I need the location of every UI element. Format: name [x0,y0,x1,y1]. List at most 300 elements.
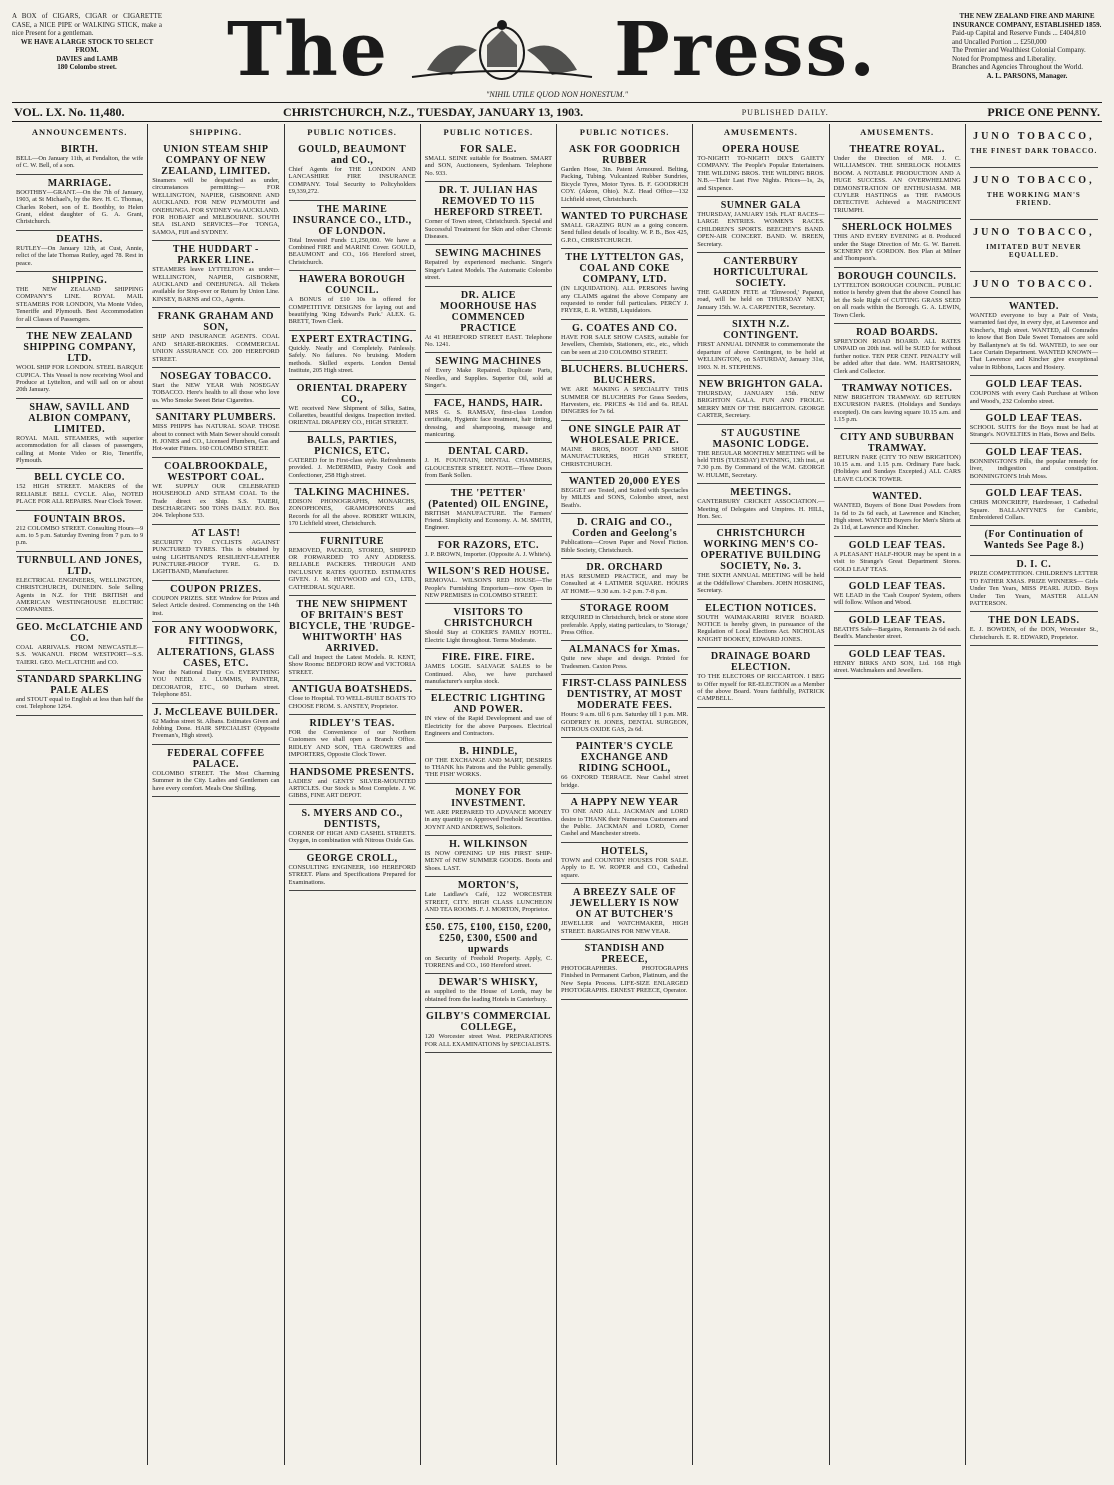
advertisement-body: A BONUS of £10 10s is offered for COMPETITIVE DESIGNS for laying out and beautifying 'King Edward's Park.' ALEX. G. BRETT, Town Clerk. [288,296,416,326]
dateline [12,102,1102,122]
price: PRICE ONE PENNY. [987,104,1100,119]
advertisement-title: THE LYTTELTON GAS, COAL AND COKE COMPANY, LTD. [565,252,684,286]
advertisement-body: Should Stay at COKER'S FAMILY HOTEL. Electric Light throughout. Terms Moderate. [424,629,552,644]
advertisement-title: HOTELS, [601,845,649,857]
advertisement-title: SUMNER GALA [720,200,801,212]
advertisement-title: VISITORS TO CHRISTCHURCH [443,607,533,630]
column-heading: PUBLIC NOTICES. [579,127,670,137]
advertisement [561,514,688,559]
advertisement-body: Start the NEW YEAR With NOSEGAY TOBACCO. Here's health to all those who love us. Who Smoke Sweet Briar Cigarettes. [152,381,280,404]
advertisement-title: OPERA HOUSE [722,144,800,155]
advertisement-body: RUTLEY—On January 12th, at Cust, Annie, relict of the late Thomas Rutley, aged 78. Rest in peace. [16,244,144,267]
advertisement [561,843,688,884]
advertisement-title: FIRST-CLASS PAINLESS DENTISTRY, AT MOST MODERATE FEES. [562,678,687,712]
advertisement-body: Under the Direction of MR. J. C. WILLIAMSON. THE SHERLOCK HOLMES BOOM. A NOTABLE PRODUCTION AND A HUGE SUCCESS. AN OVERWHELMING DEMONSTRATION OF ENTHUSIASM. MR CUYLER HASTINGS as THE FAMOUS DETECTIVE Achieved a MAGNIFICENT TRIUMPH. [833,155,961,214]
advertisement-title: JUNO TOBACCO, [973,175,1095,186]
advertisement [289,715,416,764]
advertisement-body: Quite new shape and design. Printed for Tradesmen. Caxton Press. [561,655,689,670]
right-ear-advert [952,12,1102,80]
advertisement [561,141,688,208]
advertisement-body: TO-NIGHT! TO-NIGHT! DIX'S GAIETY COMPANY. The People's Popular Entertainers. THE WILDING BROS. THE WILDING BROS. N.B.—Their Last Five Nights. Prices—1s, 2s, and Sixpence. [697,155,825,192]
advertisement-body: HAS RESUMED PRACTICE, and may be Consulted at 4 LATIMER SQUARE. HOURS AT HOME— 9.30 a.m. 1-2 p.m. 7-8 p.m. [561,572,689,595]
advertisement [834,578,961,612]
advertisement [425,245,552,286]
advertisement-body: WE LEAD in the 'Cash Coupon' System, others will follow. Wilson and Wood. [833,592,961,607]
advertisement-title: GOLD LEAF TEAS. [985,488,1083,500]
advertisement-body: ELECTRICAL ENGINEERS, WELLINGTON, CHRISTCHURCH, DUNEDIN. Sole Selling Agents in N.Z. for THE BRITISH and AMERICAN WESTINGHOUSE ELECTRIC COMPANIES. [16,576,144,614]
advertisement [834,219,961,268]
advertisement-body: Near the National Dairy Co. EVERYTHING YOU NEED. J. LUMMIS, PAINTER, DECORATOR, ETC., 60 Durham street. Telephone 851. [152,669,280,699]
advertisement [425,287,552,354]
column-5 [557,124,693,1465]
column-heading: AMUSEMENTS. [723,127,798,137]
advertisement [425,1008,552,1053]
advertisement-body: SPREYDON ROAD BOARD. ALL RATES UNPAID on 20th inst. will be SUED for without further notice. TEN PER CENT. PENALTY will be added after that date. WM. HARTSHORN, Clerk and Collector. [833,337,961,375]
advertisement-body: on Security of Freehold Property. Apply, C. TORRENS and CO., 160 Hereford street. [424,954,552,969]
advertisement-body: 212 COLOMBO STREET. Consulting Hours—9 a.m. to 5 p.m. Saturday Evening from 7 p.m. to 9 p.m. [16,524,144,547]
advertisement-body: WE received New Shipment of Silks, Satins, Collarettes, beautiful designs. Inspection invited. ORIENTAL DRAPERY CO., HIGH STREET. [288,404,416,427]
advertisement [561,421,688,473]
advertisement-body: NEW BRIGHTON TRAMWAY. 6D RETURN EXCURSION FARES. (Holidays and Sundays excepted). On cars leaving square 10.15 a.m. and 1.15 p.m. [833,393,961,424]
advertisement [16,328,143,399]
left-ear-advert [12,12,162,72]
advertisement-body: A PLEASANT HALF-HOUR may be spent in a visit to Strange's Great Department Stores. GOLD LEAF TEAS. [833,550,961,573]
advertisement-title: ELECTRIC LIGHTING AND POWER. [430,693,546,716]
advertisement-body: Total Invested Funds £1,250,000. We have a Combined FIRE and MARINE Cover. GOULD, BEAUMONT and CO., 166 Hereford street, Christchurch. [288,236,416,266]
advertisement-body: THE WORKING MAN'S FRIEND. [986,191,1081,207]
advertisement [970,526,1098,556]
advertisement [425,537,552,563]
advertisement-body: OF THE EXCHANGE AND MART, DESIRES to THANK his Patrons and the Public generally. 'THE FISH' WORKS. [424,756,552,779]
advertisement-body: Call and Inspect the Latest Models. R. KENT, Show Rooms: BEDFORD ROW and VICTORIA STREET. [288,654,416,676]
advertisement [561,361,688,421]
advertisement [16,552,143,619]
advertisement-body: MRS G. S. RAMSAY, first-class London certificate, Hygienic face treatment, hair tinting, dressing, and shampooing, massage and manicuring. [424,408,552,438]
advertisement [16,175,143,231]
advertisement [152,745,279,797]
advertisement-title: RIDLEY'S TEAS. [309,718,395,730]
advertisement-body: TOWN and COUNTRY HOUSES FOR SALE. Apply to E. W. ROPER and CO., Cathedral square. [561,856,689,879]
advertisement-title: COUPON PRIZES. [170,583,262,595]
advertisement-title: SHERLOCK HOLMES [841,222,953,234]
advertisement [697,484,824,525]
advertisement-title: MEETINGS. [730,487,792,499]
advertisement [425,353,552,394]
advertisement-title: BALLS, PARTIES, PICNICS, ETC. [307,434,398,457]
advertisement-title: TRAMWAY NOTICES. [841,382,953,394]
advertisement-body: WE ARE PREPARED TO ADVANCE MONEY in any quantity on Approved Freehold Securities. JOYNT AND ANDREWS, Solicitors. [424,808,552,831]
advertisement-body: 120 Worcester street West. PREPARATIONS FOR ALL EXAMINATIONS by SPECIALISTS. [424,1033,552,1048]
advertisement-title: STANDARD SPARKLING PALE ALES [17,674,143,697]
advertisement-title: BIRTH. [60,144,99,155]
advertisement [425,877,552,918]
advertisement-title: THE DON LEADS. [988,615,1080,627]
advertisement-title: FACE, HANDS, HAIR. [433,397,543,409]
advertisement [425,443,552,484]
advertisement-body: BONNINGTON'S Pills, the popular remedy for liver, indigestion and constipation. BONNINGTON'S Irish Moss. [969,457,1098,480]
advertisement [289,764,416,805]
advertisement-title: GOLD LEAF TEAS. [848,539,946,551]
advertisement-title: SEWING MACHINES [435,356,542,368]
advertisement [289,850,416,891]
advertisement-title: GOULD, BEAUMONT and CO., [298,144,407,166]
advertisement-body: Repaired by experienced mechanic. Singer's Singer's Latest Models. The Automatic Colombo street. [424,259,552,282]
advertisement-title: THE HUDDART - PARKER LINE. [172,244,259,267]
column-3 [285,124,421,1465]
column-8 [966,124,1102,1465]
advertisement [152,458,279,525]
advertisement-body: Publications—Crown Paper and Novel Fiction. Bible Society, Christchurch. [561,539,689,554]
advertisement [425,690,552,742]
advertisement [425,563,552,604]
right-ear-line2: Paid-up Capital and Reserve Funds ... £404,810 [952,29,1086,37]
advertisement [697,376,824,425]
advertisement-body: At 41 HEREFORD STREET EAST. Telephone No. 1241. [424,333,552,349]
advertisement-body: Corner of Town street, Christchurch. Special and Successful Treatment for Skin and other Chronic Diseases. [424,218,552,241]
advertisement [561,249,688,320]
advertisement [697,316,824,376]
advertisement [16,141,143,175]
advertisement-body: WE ARE MAKING A SPECIALITY THIS SUMMER OF BLUCHERS For Grass Seeders, Harvesters, etc. PRICES 4s 11d and 6s. REAL DINGERS for 7s 6d. [561,386,689,416]
advertisement-title: GEORGE CROLL, [306,852,398,864]
advertisement-title: STORAGE ROOM [579,603,670,615]
advertisement [425,141,552,182]
title-left: The [227,7,389,93]
advertisement-body: BELL—On January 11th, at Fendalton, the wife of C. W. Bell, of a son. [16,155,144,170]
advertisement [16,671,143,716]
advertisement-body: J. P. BROWN, Importer. (Opposite A. J. White's). [424,550,552,558]
advertisement-title: SIXTH N.Z. CONTINGENT. [723,319,799,342]
advertisement-title: FIRE. FIRE. FIRE. [442,652,535,664]
advertisement-title: THE 'PETTER' (Patented) OIL ENGINE, [428,487,549,510]
advertisement-body: THE SIXTH ANNUAL MEETING will be held at the Oddfellows' Chambers. JOHN HOSKING, Secretary. [697,572,825,595]
advertisement-title: FOR RAZORS, ETC. [437,539,540,551]
advertisement [561,559,688,600]
advertisement [425,182,552,245]
advertisement [16,469,143,510]
advertisement-body: Late Laidlaw's Café, 122 WORCESTER STREET, CITY. HIGH CLASS LUNCHEON AND TEA ROOMS. F. J. MORTON, Proprietor. [424,891,552,914]
right-ear-line5: Noted for Promptness and Liberality. [952,54,1056,63]
advertisement-body: ROYAL MAIL STEAMERS, with superior accommodation for all classes of passengers, calling at Monte Video or Rio, Teneriffe, Plymouth. [16,434,144,464]
advertisement-body: THURSDAY, JANUARY 15th. NEW BRIGHTON GALA. FUN AND FROLIC. MERRY MEN OF THE BRIGHTON. GEORGE CARTER, Secretary. [697,389,825,420]
advertisement [152,622,279,704]
advertisement [834,429,961,489]
title-block [227,7,877,93]
advertisement [561,884,688,940]
advertisement-title: GOLD LEAF TEAS. [848,581,946,593]
advertisement [425,485,552,537]
advertisement-body: PRIZE COMPETITION. CHILDREN'S LETTER TO FATHER XMAS. PRIZE WINNERS— Girls Under Ten Years, MISS PEARL JUDD. Boys Under Ten Years, MASTER ALLAN PATTERSON. [969,570,1098,607]
advertisement-title: DENTAL CARD. [448,446,529,458]
advertisement-body: CONSULTING ENGINEER, 160 HEREFORD STREET. Plans and Specifications Prepared for Examinations. [288,863,416,886]
advertisement [561,473,688,514]
advertisement-title: JUNO TOBACCO, [973,131,1095,142]
advertisement-title: ANTIGUA BOATSHEDS. [291,684,413,696]
advertisement-body: COAL ARRIVALS. FROM NEWCASTLE—S.S. WAKANUI. FROM WESTPORT—S.S. TAIERI. GEO. McCLATCHIE and CO. [16,643,144,666]
advertisement [561,600,688,641]
advertisement-title: THE NEW SHIPMENT OF BRITAIN'S BEST BICYCLE, THE 'RUDGE-WHITWORTH' HAS ARRIVED. [289,599,416,654]
advertisement [834,612,961,646]
advertisement [425,919,552,975]
advertisement [561,320,688,361]
advertisement [289,484,416,533]
advertisement-body: FOR the Convenience of our Northern Customers we shall open a Branch Office. RIDLEY AND SON, TEA GROWERS and IMPORTERS, Opposite Clock Tower. [288,729,416,759]
advertisement [425,784,552,836]
advertisement-title: HAWERA BOROUGH COUNCIL. [299,274,406,297]
advertisement-title: J. McCLEAVE BUILDER. [153,706,279,718]
advertisement-title: HANDSOME PRESENTS. [289,766,415,778]
advertisement-body: Steamers will be despatched as under, circumstances permitting:— FOR WELLINGTON, NAPIER, GISBORNE AND AUCKLAND. FOR NEW PLYMOUTH and ONEHUNGA. FOR SYDNEY via AUCKLAND. FOR HOBART and MELBOURNE. SOUTH SEA ISLAND SERVICES—For TONGA, SAMOA, FIJI and SYDNEY. [152,177,280,236]
advertisement-title: THEATRE ROYAL. [849,144,945,155]
advertisement [834,141,961,219]
advertisement-body: RETURN FARE (CITY TO NEW BRIGHTON) 10.15 a.m. and 1.15 p.m. Ordinary Fare back. (Holidays and Sundays Excepted.) ALL CARS LEAVE CLOCK TOWER. [833,453,961,483]
advertisement-title: MARRIAGE. [47,177,112,189]
advertisement [561,675,688,738]
advertisement-body: SOUTH WAIMAKARIRI RIVER BOARD. NOTICE is hereby given, in pursuance of the Regulation of Local Elections Act. NICHOLAS KNIGHT BOOKEY, EDWARD JONES. [697,613,825,643]
advertisement-title: JUNO TOBACCO, [973,227,1095,238]
advertisement-title: FOUNTAIN BROS. [33,513,126,525]
advertisement-body: J. H. FOUNTAIN, DENTAL CHAMBERS, GLOUCESTER STREET. NOTE—Three Doors from Bank Sollen. [424,457,552,480]
advertisement-title: (For Continuation of Wanteds See Page 8.) [983,529,1085,552]
advertisement-title: COALBROOKDALE, WESTPORT COAL. [164,460,268,483]
advertisement-title: GOLD LEAF TEAS. [848,614,946,626]
advertisement-body: 62 Madras street St. Albans. Estimates Given and Jobbing Done. HAIR SPECIALIST (Opposite Freeman's, High street). [152,717,280,740]
advertisement [289,432,416,484]
advertisement-body: SHIP AND INSURANCE AGENTS. COAL AND SHARE-BROKERS. COMMERCIAL UNION ASSURANCE CO. 200 HEREFORD STREET. [152,333,280,363]
advertisement-title: MONEY FOR INVESTMENT. [451,786,526,809]
advertisement-title: AT LAST! [191,527,241,539]
advertisement-body: REQUIRED in Christchurch, brick or stone store preferable. Apply, stating particulars, to 'Storage,' Press Office. [561,614,689,636]
advertisement-body: THURSDAY, JANUARY 15th. FLAT RACES—LARGE ENTRIES. WOMEN'S RACES. CHILDREN'S SPORTS. BEECHEY'S BAND. OPEN-AIR CONCERT. BAND. W. BREEN, Secretary. [697,211,825,248]
advertisement-body: BOOTHBY—GRANT.—On the 7th of January, 1903, at St Michael's, by the Rev. H. C. Thomas, Charles Robert, son of E. Boothby, to Helen Grant, eldest daughter of G. A. Grant, Christchurch. [16,188,144,226]
left-ear-line3: DAVIES and LAMB [56,54,118,63]
crest-emblem-icon [407,15,597,85]
advertisement-title: UNION STEAM SHIP COMPANY OF NEW ZEALAND, LIMITED. [161,144,271,177]
column-heading: ANNOUNCEMENTS. [31,127,128,137]
advertisement-body: CORNER OF HIGH AND CASHEL STREETS. Oxygen, in combination with Nitrous Oxide Gas. [288,829,416,845]
advertisement-body: STEAMERS leave LYTTELTON as under— WELLINGTON, NAPIER, GISBORNE, AUCKLAND and ONEHUNGA. All Tickets available for Stop-over or Return by Union Line. KINSEY, BARNS and CO., Agents. [152,266,280,303]
columns [12,124,1102,1465]
advertisement-body: Garden Hose, 3in. Patent Armoured. Belting, Packing, Tubing. Vulcanized Rubber Sundries, Bicycle Tyres, Motor Tyres. B. F. GOODRICH COY. (Akron, Ohio). N.Z. Head Office—132 Lichfield street, Christchurch. [561,166,689,203]
advertisement-title: WANTED 20,000 EYES [568,475,681,487]
advertisement [834,537,961,578]
advertisement-body: THE FINEST DARK TOBACCO. [970,147,1098,155]
advertisement [970,220,1098,272]
advertisement-body: Quickly. Neatly and Completely. Painlessly. Safely. No failures. No bruising. Modern methods. Skilled experts. London Dental Institute, 205 High street. [288,344,416,375]
volume-number: VOL. LX. No. 11,480. [14,104,125,119]
advertisement-title: JUNO TOBACCO. [973,279,1095,290]
advertisement-title: CHRISTCHURCH WORKING MEN'S CO-OPERATIVE BUILDING SOCIETY, No. 3. [700,528,822,573]
right-ear-line6: Branches and Agencies Throughout the World. [952,63,1083,71]
right-ear-line3: and Uncalled Portion ... £250,000 [952,37,1047,46]
column-2 [148,124,284,1465]
advertisement [834,268,961,324]
advertisement-title: ROAD BOARDS. [856,326,939,338]
advertisement-title: THE NEW ZEALAND SHIPPING COMPANY, LTD. [23,331,136,365]
advertisement-title: CANTERBURY HORTICULTURAL SOCIETY. [713,256,809,290]
advertisement-title: A BREEZY SALE OF JEWELLERY IS NOW ON AT BUTCHER'S [569,887,680,921]
advertisement-body: IMITATED BUT NEVER EQUALLED. [986,243,1082,259]
advertisement-title: WANTED. [872,491,923,503]
advertisement [152,525,279,581]
advertisement [289,380,416,432]
advertisement [425,649,552,690]
advertisement-body: MAINE BROS, BOOT AND SHOE MANUFACTURERS, HIGH STREET, CHRISTCHURCH. [561,445,689,468]
advertisement-body: HAVE FOR SALE SHOW CASES, suitable for Jewellers, Chemists, Stationers, etc., etc., which can be seen at 210 COLOMBO STREET. [561,333,689,356]
advertisement-title: THE MARINE INSURANCE CO., LTD., OF LONDON. [292,203,412,237]
advertisement [834,488,961,537]
advertisement-title: GOLD LEAF TEAS. [985,379,1083,391]
advertisement-title: DR. ORCHARD [586,561,663,573]
advertisement [834,380,961,429]
advertisement [697,600,824,649]
advertisement-title: FRANK GRAHAM AND SON, [157,311,275,334]
advertisement-title: GOLD LEAF TEAS. [985,446,1083,458]
column-heading: AMUSEMENTS. [860,127,935,137]
advertisement-title: GOLD LEAF TEAS. [985,413,1083,425]
advertisement-title: SEWING MACHINES [435,248,542,260]
advertisement-body: COLOMBO STREET. The Most Charming Summer in the City. Ladies and Gentlemen can have every comfort. Meals One Shilling. [152,769,280,792]
advertisement [16,231,143,272]
published-daily: PUBLISHED DAILY. [741,107,829,117]
advertisement-title: NEW BRIGHTON GALA. [698,378,823,390]
advertisement-title: BLUCHERS. BLUCHERS. BLUCHERS. [561,364,689,387]
column-6 [693,124,829,1465]
advertisement [834,646,961,680]
advertisement-title: WANTED TO PURCHASE [561,211,689,223]
advertisement-title: TALKING MACHINES. [294,486,410,498]
advertisement-title: GILBY'S COMMERCIAL COLLEGE, [425,1011,551,1034]
advertisement [425,395,552,444]
advertisement-body: SECURITY TO CYCLISTS AGAINST PUNCTURED TYRES. This is obtained by using LIGHTBAND'S RESILIENT-LEATHER PUNCTURE-PROOF TYRE. G. D. LIGHTBAND, Manufacturer. [152,538,280,576]
advertisement-body: THE REGULAR MONTHLY MEETING will be held THIS (TUESDAY) EVENING, 13th inst., at 7.30 p.m. By Command of the W.M. GEORGE W. HULME, Secretary. [697,449,825,479]
advertisement-body: COUPONS with every Cash Purchase at Wilson and Wood's, 232 Colombo street. [969,390,1098,405]
advertisement-title: B. HINDLE, [459,745,518,757]
advertisement-body: IN view of the Rapid Development and use of Electricity for the above Purposes. Electrical Engineers and Contractors. [424,715,552,738]
advertisement [970,272,1098,298]
advertisement-title: EXPERT EXTRACTING. [291,333,414,345]
advertisement-body: as supplied to the House of Lords, may be obtained from the leading Hotels in Canterbury. [424,988,552,1003]
advertisement [697,648,824,708]
advertisement-title: A HAPPY NEW YEAR [570,797,679,809]
advertisement [16,511,143,552]
advertisement-title: FOR SALE. [460,144,517,155]
advertisement-title: WANTED. [1008,301,1059,312]
advertisement-body: THE GARDEN FETE at 'Elmwood,' Papanui, road, will be held on THURSDAY NEXT, January 15th. W. A. CARPENTER, Secretary. [697,289,825,311]
advertisement-body: JEWELLER and WATCHMAKER, HIGH STREET. BARGAINS FOR NEW YEAR. [561,920,689,935]
advertisement-body: (IN LIQUIDATION). ALL PERSONS having any CLAIMS against the above Company are requested to render full particulars. PERCY J. FRYER, E. R. WEBB, Liquidators. [561,285,689,315]
advertisement-body: CANTERBURY CRICKET ASSOCIATION.—Meeting of Delegates and Umpires. H. HILL, Hon. Sec. [697,498,825,520]
advertisement [561,208,688,249]
advertisement [561,738,688,794]
advertisement [970,410,1098,444]
advertisement-title: S. MYERS AND CO., DENTISTS, [301,807,403,830]
column-4 [421,124,557,1465]
right-ear-line4: The Premier and Wealthiest Colonial Company. [952,46,1086,54]
advertisement-body: SMALL SEINE suitable for Boatmen. SMART and SON, Auctioneers, Sydenham. Telephone No. 933. [424,155,552,177]
advertisement [970,444,1098,485]
advertisement-body: EDISON PHONOGRAPHS, MONARCHS, ZONOPHONES, GRAMOPHONES and Records for all the above. ROBERT WILKIN, 170 Lichfield street, Christchurch. [288,497,416,528]
advertisement-title: DEWAR'S WHISKY, [438,977,538,989]
column-heading: SHIPPING. [189,127,242,137]
advertisement-body: 66 OXFORD TERRACE. Near Cashel street bridge. [561,774,689,789]
advertisement-body: WANTED everyone to buy a Pair of Vests, warranted fast dye, in every dye, at Lawrence and Kincher's, High street. WANTED, all Comrades to know that Bon Dale Sweet Tomatoes are sold by Ballantyne's at 9s 6d. WANTED, to see our Lace Curtain Department. WANTED KNOWN—That Lawrence and Kincher give exceptional value in Ribbons, Laces and Hosiery. [969,312,1098,371]
left-ear-line1: A BOX of CIGARS, CIGAR or CIGARETTE CASE, a NICE PIPE or WALKING STICK, make a nice Present for a gentleman. [12,12,162,37]
advertisement [697,141,824,197]
advertisement-title: DRAINAGE BOARD ELECTION. [710,651,811,674]
advertisement-title: FURNITURE [320,535,385,547]
right-ear-line1: THE NEW ZEALAND FIRE AND MARINE INSURANCE COMPANY, ESTABLISHED 1859. [952,12,1102,29]
advertisement [16,399,143,470]
advertisement-title: FOR ANY WOODWORK, FITTINGS, ALTERATIONS, GLASS CASES, ETC. [154,625,278,670]
advertisement [152,368,279,409]
advertisement [970,298,1098,376]
advertisement [561,940,688,1000]
advertisement-body: BRITISH MANUFACTURE. The Farmers' Friend. Simplicity and Economy. A. M. SMITH, Engineer. [424,509,552,532]
advertisement [425,974,552,1008]
advertisement [970,612,1098,646]
advertisement-title: WILSON'S RED HOUSE. [427,566,550,578]
right-ear-line7: A. L. PARSONS, Manager. [986,71,1068,80]
advertisement-title: £50. £75, £100, £150, £200, £250, £300, £500 and upwards [425,921,552,955]
advertisement-body: and STOUT equal to English at less than half the cost. Telephone 1264. [16,696,144,711]
advertisement-title: TURNBULL AND JONES, LTD. [16,554,143,577]
advertisement-body: of Every Make Repaired. Duplicate Parts, Needles, and Supplies. Superior Oil, sold at Singer's. [424,367,552,390]
advertisement [152,141,279,241]
advertisement-body: SCHOOL SUITS for the Boys must be had at Strange's. NOVELTIES in Hats, Bows and Belts. [969,424,1098,439]
left-ear-line2: WE HAVE A LARGE STOCK TO SELECT FROM. [20,37,154,54]
advertisement [289,271,416,331]
advertisement-body: HENRY BIRKS AND SON, Ltd. 168 High street. Watchmakers and Jewellers. [833,659,961,675]
advertisement-title: BELL CYCLE CO. [34,472,125,484]
column-1 [12,124,148,1465]
advertisement-body: CHRIS MONCRIEFF, Hairdresser, 1 Cathedral Square. BALLANTYNE'S for Cambric, Embroidered Collars. [969,499,1098,521]
masthead [12,7,1102,102]
advertisement-title: ST AUGUSTINE MASONIC LODGE. [712,427,810,450]
advertisement [289,681,416,715]
advertisement [970,168,1098,220]
advertisement-body: 152 HIGH STREET. MAKERS of the RELIABLE BELL CYCLE. Also, NOTED PLACE FOR ALL REPAIRS. Near Clock Tower. [16,483,144,506]
advertisement-title: DR. ALICE MOORHOUSE HAS COMMENCED PRACTICE [439,289,537,334]
advertisement-title: FEDERAL COFFEE PALACE. [167,747,265,770]
advertisement [289,201,416,272]
advertisement [697,253,824,316]
advertisement-title: SHAW, SAVILL AND ALBION COMPANY, LIMITED. [28,401,131,435]
advertisement-body: THIS AND EVERY EVENING at 8. Produced under the Stage Direction of Mr. G. W. Barrett. SCENERY BY GORDON. Box Plan at Milner and Thompson's. [833,233,961,263]
advertisement-title: ALMANACS for Xmas. [568,644,681,656]
advertisement-body: JAMES LOGIE. SALVAGE SALES to be Continued. Also, we have purchased manufacturer's surplus stock. [424,663,552,685]
advertisement [697,425,824,485]
advertisement-body: IS NOW OPENING UP HIS FIRST SHIP-MENT of NEW SUMMER GOODS. Boots and Shoes. LAST. [424,850,552,872]
advertisement [152,581,279,622]
advertisement-body: WE SUPPLY OUR CELEBRATED HOUSEHOLD AND STEAM COAL To the Trade direct ex Ship. S.S. TAIERI, DISCHARGING 500 TONS DAILY. P.O. Box 204. Telephone 533. [152,482,280,520]
advertisement [152,241,279,308]
advertisement-title: CITY AND SUBURBAN TRAMWAY. [839,431,955,454]
advertisement-body: E. J. BOWDEN, of the DON, Worcester St., Christchurch. E. R. EDWARD, Proprietor. [969,626,1098,641]
column-heading: PUBLIC NOTICES. [443,127,534,137]
advertisement-body: Hours: 9 a.m. till 6 p.m. Saturday till 1 p.m. MR. GODFREY H. JONES, DENTAL SURGEON, NITROUS OXIDE GAS, 2s 6d. [561,711,689,734]
advertisement [425,743,552,784]
advertisement [152,704,279,745]
advertisement [152,409,279,458]
advertisement [425,836,552,877]
advertisement-body: TO ONE AND ALL. JACKMAN and LORD desire to THANK their Numerous Customers and the Public. JACKMAN and LORD, Corner Cashel and Manchester streets. [561,808,689,838]
advertisement-title: STANDISH AND PREECE, [584,942,665,965]
advertisement-body: Close to Hospital. TO WELL-BUILT BOATS TO CHOOSE FROM. S. ANSTEY, Proprietor. [288,695,416,710]
advertisement-title: SHIPPING. [51,275,108,287]
column-heading: PUBLIC NOTICES. [307,127,397,137]
advertisement-title: GEO. McCLATCHIE AND CO. [16,621,144,644]
